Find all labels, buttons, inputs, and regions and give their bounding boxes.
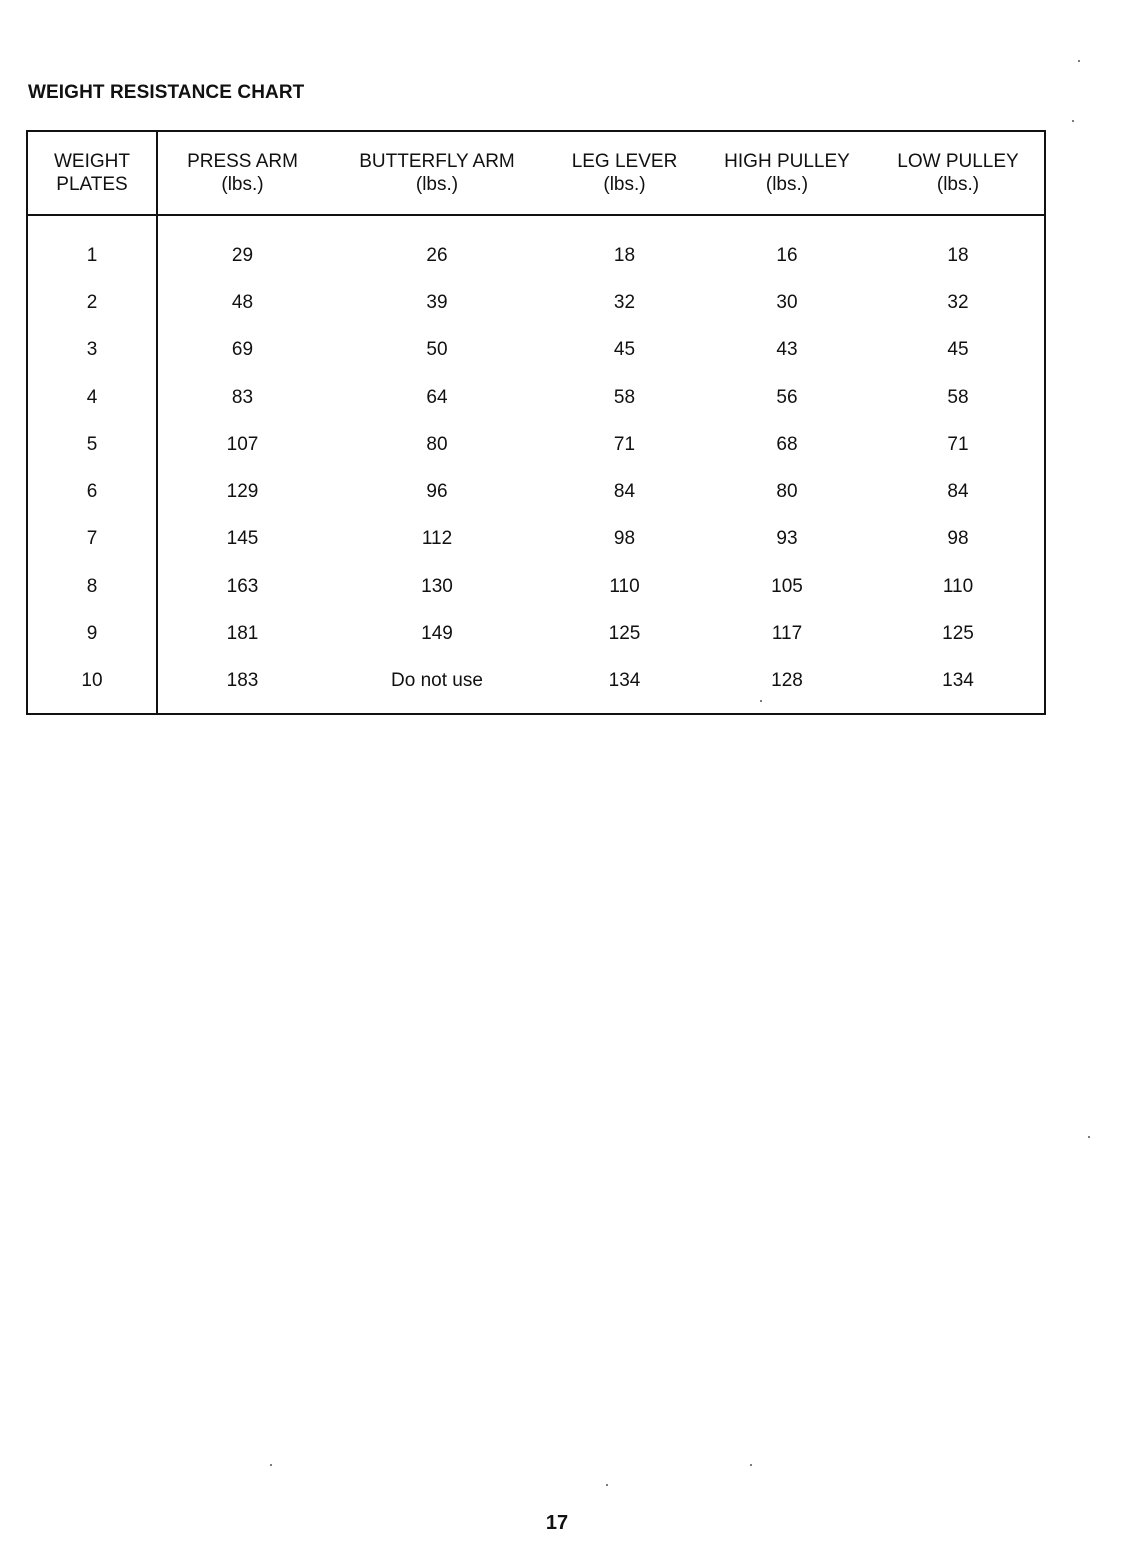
cell-press-arm: 129	[226, 481, 259, 503]
cell-leg-lever: 125	[608, 623, 641, 645]
cell-weight-plates: 2	[27, 279, 157, 326]
cell-leg-lever: 32	[613, 291, 636, 313]
cell-butterfly-arm: 39	[426, 291, 448, 313]
column-header-unit: (lbs.)	[765, 174, 809, 195]
table-row	[27, 327, 1045, 374]
cell-low-pulley: 110	[942, 575, 974, 597]
cell-butterfly-arm: 130	[421, 575, 453, 597]
cell-leg-lever: 134	[608, 670, 641, 692]
table-body	[27, 215, 1045, 714]
cell-weight-plates: 4	[27, 374, 157, 421]
column-header-leg-lever	[547, 131, 702, 215]
cell-high-pulley: 93	[776, 528, 798, 550]
table-row	[27, 563, 1045, 610]
cell-leg-lever: 71	[613, 433, 636, 455]
cell-high-pulley: 68	[776, 433, 798, 455]
column-header-unit: (lbs.)	[603, 174, 646, 195]
cell-low-pulley: 98	[947, 528, 969, 550]
scan-speck	[750, 1464, 752, 1466]
cell-leg-lever: 58	[613, 386, 636, 408]
cell-leg-lever: 45	[613, 339, 636, 361]
cell-butterfly-arm: 64	[426, 386, 448, 408]
cell-weight-plates: 6	[27, 468, 157, 515]
cell-press-arm: 48	[231, 291, 254, 313]
table-row	[27, 610, 1045, 657]
weight-resistance-table	[26, 130, 1046, 715]
cell-leg-lever: 18	[613, 244, 636, 266]
column-header-line: LEG LEVER	[571, 151, 678, 172]
cell-low-pulley: 45	[947, 339, 969, 361]
table-row	[27, 279, 1045, 326]
column-header-high-pulley	[702, 131, 872, 215]
cell-high-pulley: 117	[771, 623, 803, 645]
scan-speck	[1088, 1136, 1090, 1138]
chart-title: WEIGHT RESISTANCE CHART	[28, 82, 305, 103]
cell-low-pulley: 125	[942, 623, 974, 645]
cell-high-pulley: 105	[771, 575, 803, 597]
cell-butterfly-arm: 96	[426, 481, 448, 503]
scan-speck	[760, 700, 762, 702]
table-row	[27, 516, 1045, 563]
cell-butterfly-arm: 50	[426, 339, 448, 361]
cell-low-pulley: 58	[947, 386, 969, 408]
cell-high-pulley: 56	[776, 386, 798, 408]
cell-press-arm: 107	[226, 433, 259, 455]
column-header-low-pulley	[872, 131, 1045, 215]
cell-low-pulley: 71	[947, 433, 969, 455]
cell-leg-lever: 110	[609, 575, 640, 597]
table-row	[27, 421, 1045, 468]
scan-speck	[1078, 60, 1080, 62]
column-header-press-arm	[157, 131, 327, 215]
cell-press-arm: 181	[226, 623, 259, 645]
cell-low-pulley: 84	[947, 481, 969, 503]
cell-press-arm: 183	[226, 670, 259, 692]
cell-press-arm: 163	[226, 575, 259, 597]
column-header-line: LOW PULLEY	[897, 151, 1019, 172]
cell-low-pulley: 32	[947, 291, 969, 313]
table-row	[27, 468, 1045, 515]
column-header-line: BUTTERFLY ARM	[359, 151, 515, 172]
cell-butterfly-arm: 80	[426, 433, 448, 455]
column-header-butterfly-arm	[327, 131, 547, 215]
cell-press-arm: 69	[231, 339, 254, 361]
column-header-weight-plates	[27, 131, 157, 215]
cell-butterfly-arm: Do not use	[391, 670, 483, 692]
cell-weight-plates: 3	[27, 327, 157, 374]
cell-low-pulley: 134	[942, 670, 974, 692]
page-number: 17	[545, 1512, 569, 1534]
cell-butterfly-arm: 26	[426, 244, 448, 266]
cell-weight-plates: 10	[27, 658, 157, 714]
table-header-row	[27, 131, 1045, 215]
cell-low-pulley: 18	[947, 244, 969, 266]
cell-high-pulley: 80	[776, 481, 798, 503]
column-header-line: WEIGHT	[54, 151, 130, 172]
scan-speck	[606, 1484, 608, 1486]
cell-high-pulley: 30	[776, 291, 798, 313]
cell-press-arm: 145	[226, 528, 259, 550]
column-header-line: PRESS ARM	[187, 151, 298, 172]
column-header-line: HIGH PULLEY	[724, 151, 850, 172]
column-header-unit: (lbs.)	[415, 174, 459, 195]
cell-weight-plates: 9	[27, 610, 157, 657]
scan-speck	[270, 1464, 272, 1466]
cell-weight-plates: 8	[27, 563, 157, 610]
cell-press-arm: 29	[231, 244, 254, 266]
cell-weight-plates: 1	[27, 215, 157, 279]
column-header-line: PLATES	[56, 174, 128, 195]
table-row	[27, 374, 1045, 421]
cell-butterfly-arm: 149	[421, 623, 453, 645]
cell-weight-plates: 7	[27, 516, 157, 563]
cell-leg-lever: 98	[613, 528, 636, 550]
table-row	[27, 658, 1045, 714]
cell-high-pulley: 43	[776, 339, 798, 361]
scan-speck	[1072, 120, 1074, 122]
cell-high-pulley: 16	[776, 244, 798, 266]
cell-butterfly-arm: 112	[421, 528, 453, 550]
cell-high-pulley: 128	[771, 670, 803, 692]
column-header-unit: (lbs.)	[936, 174, 980, 195]
cell-weight-plates: 5	[27, 421, 157, 468]
table-row	[27, 215, 1045, 279]
cell-leg-lever: 84	[613, 481, 636, 503]
column-header-unit: (lbs.)	[221, 174, 264, 195]
cell-press-arm: 83	[231, 386, 254, 408]
